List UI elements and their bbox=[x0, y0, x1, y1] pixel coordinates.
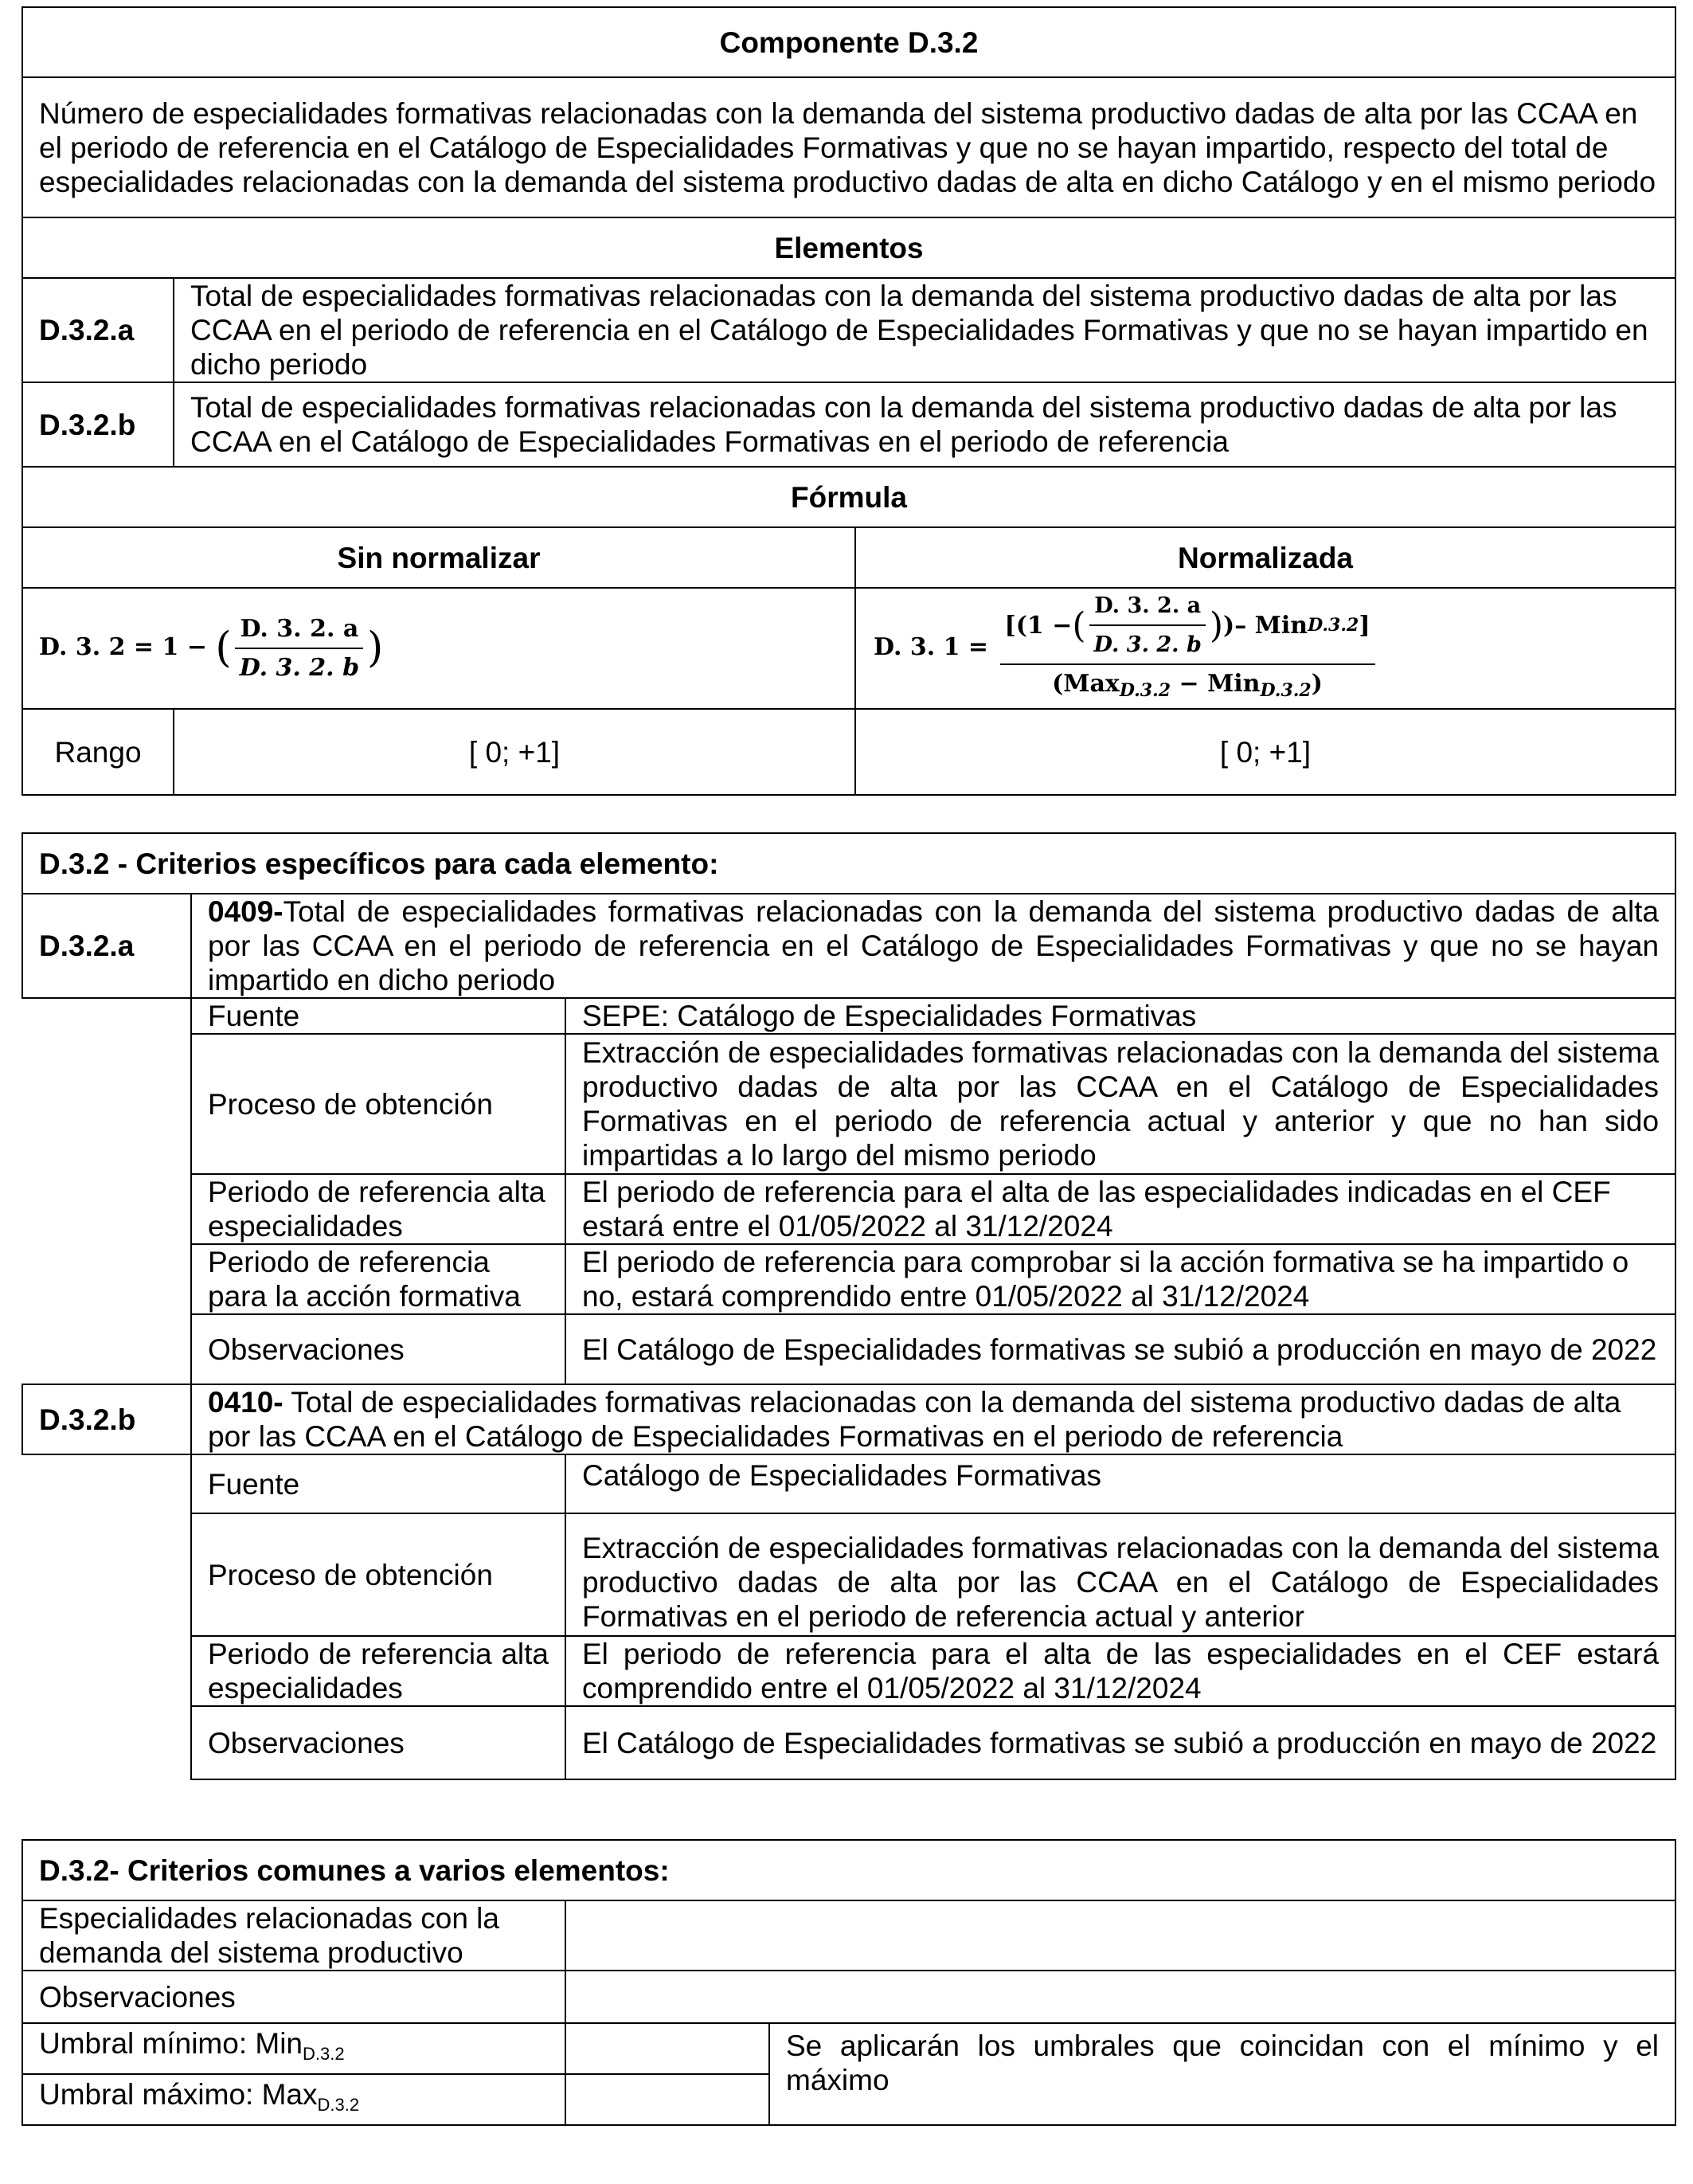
criteria-row-label: Periodo de referencia alta especialidades bbox=[191, 1636, 565, 1706]
criteria-row-label: Observaciones bbox=[191, 1706, 565, 1779]
element-code: D.3.2.b bbox=[22, 382, 174, 467]
document-page bbox=[22, 6, 1675, 2126]
common-criteria-title: D.3.2- Criterios comunes a varios elementos: bbox=[22, 1840, 1675, 1900]
criteria-element-description: 0409-Total de especialidades formativas relacionadas con la demanda del sistema productivo dadas de alta por las CCAA en el periodo de referencia en el Catálogo de Especialidades Formativas y que no se hayan impartido en dicho periodo bbox=[191, 894, 1675, 998]
specific-criteria-table bbox=[22, 832, 1676, 1780]
formula-header: Fórmula bbox=[22, 467, 1675, 527]
criteria-row-label: Periodo de referencia alta especialidades bbox=[191, 1174, 565, 1244]
common-criteria-value bbox=[565, 1900, 1675, 1971]
criteria-element-description: 0410- Total de especialidades formativas relacionadas con la demanda del sistema productivo dadas de alta por las CCAA en el Catálogo de Especialidades Formativas en el periodo de referencia bbox=[191, 1384, 1675, 1454]
elements-header: Elementos bbox=[22, 217, 1675, 278]
threshold-max-label: Umbral máximo: Max$_{D.3.2}$ bbox=[22, 2074, 565, 2125]
threshold-max-value bbox=[565, 2074, 769, 2125]
element-code: D.3.2.a bbox=[22, 278, 174, 382]
range-label: Rango bbox=[22, 709, 174, 795]
criteria-row-value: Catálogo de Especialidades Formativas bbox=[565, 1454, 1675, 1513]
common-criteria-table bbox=[22, 1839, 1676, 2126]
component-table bbox=[22, 6, 1676, 796]
component-description: Número de especialidades formativas relacionadas con la demanda del sistema productivo dadas de alta por las CCAA en el periodo de referencia en el Catálogo de Especialidades Formativas y que no se hayan impartido, respecto del total de especialidades relacionadas con la demanda del sistema productivo dadas de alta en dicho Catálogo y en el mismo periodo bbox=[22, 77, 1675, 217]
criteria-row-label: Fuente bbox=[191, 1454, 565, 1513]
criteria-row-label: Proceso de obtención bbox=[191, 1513, 565, 1636]
threshold-min-label: Umbral mínimo: Min$_{D.3.2}$ bbox=[22, 2023, 565, 2074]
formula-unnormalized-expression: D. 3. 2 = 1 − ( $\frac{D. 3. 2. a}{D. 3. 2. b}$ ) bbox=[39, 633, 383, 661]
common-criteria-label: Especialidades relacionadas con la demanda del sistema productivo bbox=[22, 1900, 565, 1971]
criteria-row-value: Extracción de especialidades formativas relacionadas con la demanda del sistema productivo dadas de alta por las CCAA en el Catálogo de Especialidades Formativas en el periodo de referencia actual y anterior bbox=[565, 1513, 1675, 1636]
common-criteria-value bbox=[565, 1971, 1675, 2023]
fraction: [(1 − ( $\frac{D. 3. 2. a}{D. 3. 2. b}$ ) )– Min D.3.2 ] (Max$_{D.3.2}$ − Min$_{D.3.2}$) bbox=[1000, 589, 1375, 708]
criteria-element-code: D.3.2.a bbox=[22, 894, 191, 998]
formula-normalized bbox=[855, 588, 1675, 709]
threshold-min-value bbox=[565, 2023, 769, 2074]
criteria-row-value: Extracción de especialidades formativas relacionadas con la demanda del sistema productivo dadas de alta por las CCAA en el Catálogo de Especialidades Formativas en el periodo de referencia actual y anterior y que no han sido impartidas a lo largo del mismo periodo bbox=[565, 1034, 1675, 1174]
range-unnormalized: [ 0; +1] bbox=[174, 709, 855, 795]
criteria-row-label: Fuente bbox=[191, 998, 565, 1034]
formula-unnormalized bbox=[22, 588, 855, 709]
fraction: $\frac{D. 3. 2. a}{D. 3. 2. b}$ bbox=[235, 612, 364, 685]
criteria-element-code: D.3.2.b bbox=[22, 1384, 191, 1454]
criteria-row-value: El Catálogo de Especialidades formativas se subió a producción en mayo de 2022 bbox=[565, 1314, 1675, 1384]
element-description: Total de especialidades formativas relacionadas con la demanda del sistema productivo dadas de alta por las CCAA en el Catálogo de Especialidades Formativas en el periodo de referencia bbox=[174, 382, 1675, 467]
criteria-row-value: El periodo de referencia para comprobar si la acción formativa se ha impartido o no, estará comprendido entre 01/05/2022 al 31/12/2024 bbox=[565, 1244, 1675, 1314]
common-criteria-label: Observaciones bbox=[22, 1971, 565, 2023]
formula-normalized-expression: D. 3. 1 = [(1 − ( $\frac{D. 3. 2. a}{D. 3. 2. b}$ ) )– Min D.3.2 ] (Max$_{D.3.2}$ − Min$_{D.3.2}$) bbox=[874, 633, 1378, 661]
criteria-row-value: SEPE: Catálogo de Especialidades Formativas bbox=[565, 998, 1675, 1034]
criteria-row-label: Observaciones bbox=[191, 1314, 565, 1384]
formula-col-normalized: Normalizada bbox=[855, 527, 1675, 588]
component-title: Componente D.3.2 bbox=[22, 7, 1675, 77]
specific-criteria-title: D.3.2 - Criterios específicos para cada elemento: bbox=[22, 833, 1675, 894]
criteria-row-label: Periodo de referencia para la acción formativa bbox=[191, 1244, 565, 1314]
range-normalized: [ 0; +1] bbox=[855, 709, 1675, 795]
criteria-row-value: El Catálogo de Especialidades formativas se subió a producción en mayo de 2022 bbox=[565, 1706, 1675, 1779]
threshold-note: Se aplicarán los umbrales que coincidan con el mínimo y el máximo bbox=[769, 2023, 1675, 2125]
criteria-row-value: El periodo de referencia para el alta de las especialidades indicadas en el CEF estará entre el 01/05/2022 al 31/12/2024 bbox=[565, 1174, 1675, 1244]
criteria-row-value: El periodo de referencia para el alta de las especialidades en el CEF estará comprendido entre el 01/05/2022 al 31/12/2024 bbox=[565, 1636, 1675, 1706]
element-description: Total de especialidades formativas relacionadas con la demanda del sistema productivo dadas de alta por las CCAA en el periodo de referencia en el Catálogo de Especialidades Formativas y que no se hayan impartido en dicho periodo bbox=[174, 278, 1675, 382]
formula-col-unnormalized: Sin normalizar bbox=[22, 527, 855, 588]
criteria-row-label: Proceso de obtención bbox=[191, 1034, 565, 1174]
